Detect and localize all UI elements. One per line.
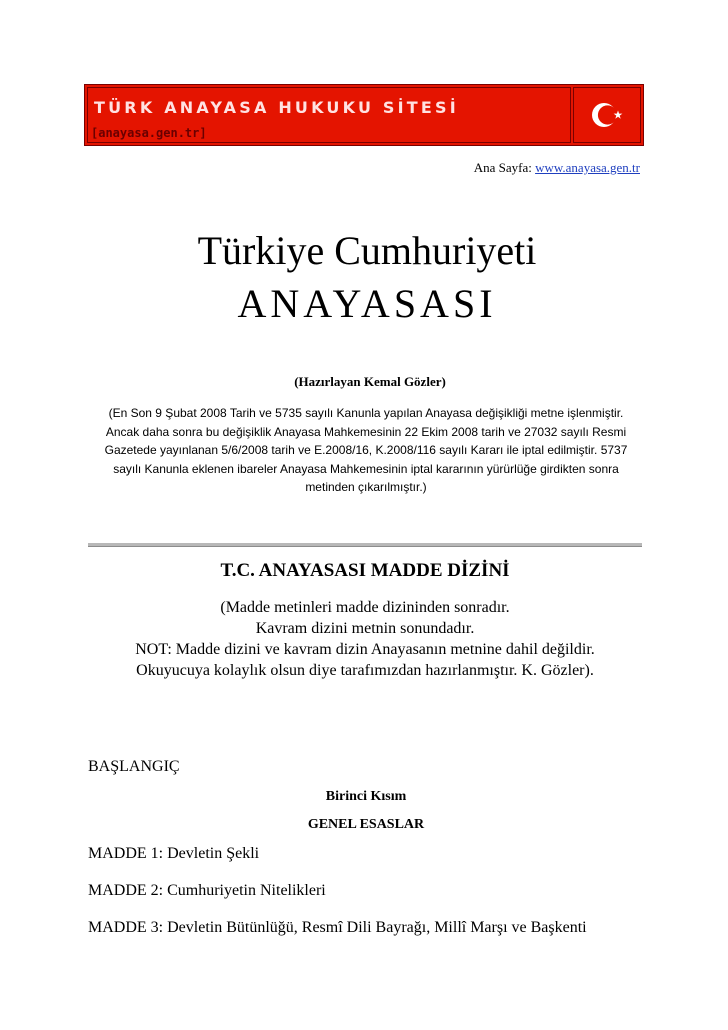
site-domain: [anayasa.gen.tr]	[91, 126, 207, 140]
document-title-line2: ANAYASASI	[237, 281, 497, 326]
home-page-line	[474, 160, 640, 176]
index-note-line: Okuyucuya kolaylık olsun diye tarafımızdan hazırlanmıştır. K. Gözler).	[136, 662, 594, 679]
index-note	[88, 597, 642, 681]
banner-text-box	[87, 87, 571, 143]
index-note-line: (Madde metinleri madde dizininden sonradır.	[220, 599, 510, 616]
article-item: MADDE 3: Devletin Bütünlüğü, Resmî Dili Bayrağı, Millî Marşı ve Başkenti	[88, 919, 587, 936]
home-page-label: Ana Sayfa:	[473, 160, 532, 175]
amendment-note-line: Gazetede yayınlanan 5/6/2008 tarih ve E.2008/16, K.2008/116 sayılı Kararı ile iptal edilmiştir. 5737	[104, 443, 628, 457]
preparer-credit: (Hazırlayan Kemal Gözler)	[294, 374, 446, 389]
site-title: TÜRK ANAYASA HUKUKU SİTESİ	[94, 98, 459, 117]
amendment-note-line: Ancak daha sonra bu değişiklik Anayasa Mahkemesinin 22 Ekim 2008 tarih ve 27032 sayılı Resmi	[105, 424, 627, 439]
article-item: MADDE 1: Devletin Şekli	[88, 845, 260, 862]
index-note-line: NOT: Madde dizini ve kavram dizin Anayasanın metnine dahil değildir.	[135, 641, 595, 658]
amendment-note-line: metinden çıkarılmıştır.)	[305, 480, 427, 494]
part-subtitle: GENEL ESASLAR	[307, 817, 425, 832]
section-divider	[88, 543, 642, 547]
index-title: T.C. ANAYASASI MADDE DİZİNİ	[220, 560, 510, 581]
amendment-note	[90, 404, 642, 497]
preamble-label: BAŞLANGIÇ	[88, 758, 180, 775]
index-note-line: Kavram dizini metnin sonundadır.	[255, 620, 475, 637]
amendment-note-line: sayılı Kanunla eklenen ibareler Anayasa Mahkemesinin iptal kararının yürürlüğe girdikten sonra	[113, 461, 619, 476]
turkish-flag-icon	[573, 87, 641, 143]
document-title-line1: Türkiye Cumhuriyeti	[197, 228, 537, 273]
article-item: MADDE 2: Cumhuriyetin Nitelikleri	[88, 882, 326, 899]
home-page-link[interactable]: www.anayasa.gen.tr	[535, 160, 640, 175]
site-banner	[84, 84, 644, 146]
amendment-note-line: (En Son 9 Şubat 2008 Tarih ve 5735 sayılı Kanunla yapılan Anayasa değişikliği metne işlenmiştir.	[108, 406, 624, 420]
part-title: Birinci Kısım	[325, 789, 407, 804]
